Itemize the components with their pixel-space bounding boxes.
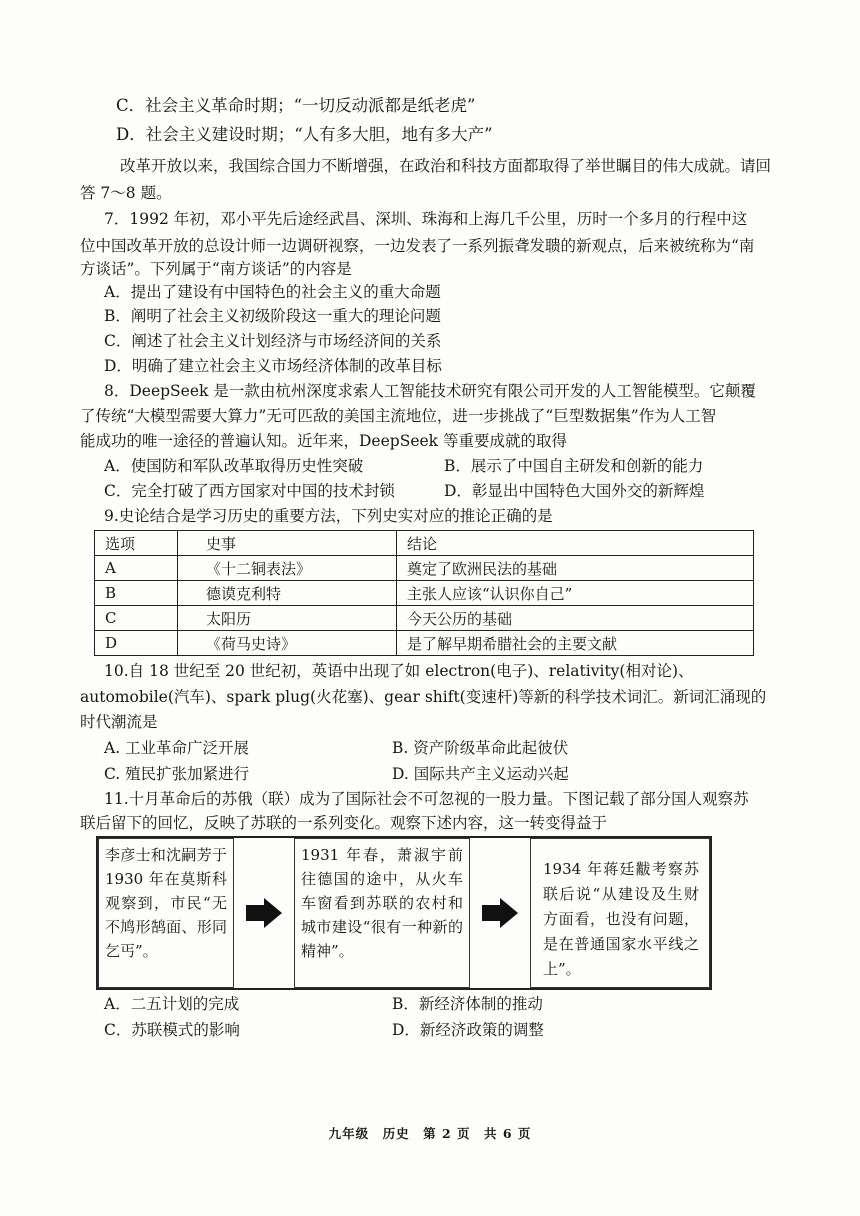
q7-option-d: D．明确了建立社会主义市场经济体制的改革目标 [104,357,442,375]
table-cell: 奠定了欧洲民法的基础 [397,556,754,581]
table-cell: 《十二铜表法》 [178,556,397,581]
q9-stem: 9.史论结合是学习历史的重要方法，下列史实对应的推论正确的是 [104,507,553,525]
q8-stem-line-2: 了传统“大模型需要大算力”无可匹敌的美国主流地位，进一步挑战了“巨型数据集”作为人工智 [80,407,717,425]
table-cell: 太阳历 [178,606,397,631]
arrow-right-icon [234,838,294,988]
q8-option-b: B．展示了中国自主研发和创新的能力 [444,457,704,475]
q11-option-a: A．二五计划的完成 [104,995,240,1013]
flow-box-1931: 1931 年春，萧淑宇前往德国的途中，从火车车窗看到苏联的农村和城市建设“很有一种新的精神”。 [294,838,470,988]
table-header-event: 史事 [178,531,397,556]
q11-stem-line-2: 联后留下的回忆，反映了苏联的一系列变化。观察下述内容，这一转变得益于 [80,814,608,832]
q8-stem-line-1: 8．DeepSeek 是一款由杭州深度求索人工智能技术研究有限公司开发的人工智能模型。它颠覆 [104,382,756,400]
q10-option-d: D. 国际共产主义运动兴起 [392,765,569,783]
q7-stem-line-2: 位中国改革开放的总设计师一边调研视察，一边发表了一系列振聋发聩的新观点，后来被统称为“南 [80,237,755,255]
table-cell: C [95,606,178,631]
q8-option-d: D．彰显出中国特色大国外交的新辉煌 [444,482,705,500]
flow-box-1930: 李彦士和沈嗣芳于 1930 年在莫斯科观察到，市民“无不鸠形鹄面、形同乞丐”。 [98,838,234,988]
q10-stem-line-1: 10.自 18 世纪至 20 世纪初，英语中出现了如 electron(电子)、relativity(相对论)、 [104,662,694,680]
option-d-line: D．社会主义建设时期；“人有多大胆，地有多大产” [116,125,493,144]
flow-box-1934: 1934 年蒋廷黻考察苏联后说“从建设及生财方面看，也没有问题，是在普通国家水平线之上”。 [530,838,710,988]
table-cell: 是了解早期希腊社会的主要文献 [397,631,754,656]
q8-option-c: C．完全打破了西方国家对中国的技术封锁 [104,482,395,500]
q11-stem-line-1: 11.十月革命后的苏俄（联）成为了国际社会不可忽视的一股力量。下图记载了部分国人观察苏 [104,790,749,808]
q11-option-b: B．新经济体制的推动 [392,995,543,1013]
q7-option-b: B．阐明了社会主义初级阶段这一重大的理论问题 [104,307,441,325]
table-header-conclusion: 结论 [397,531,754,556]
table-cell: A [95,556,178,581]
option-c-line: C．社会主义革命时期；“一切反动派都是纸老虎” [116,96,476,115]
table-cell: D [95,631,178,656]
q10-option-a: A. 工业革命广泛开展 [104,739,250,757]
table-cell: 《荷马史诗》 [178,631,397,656]
table-cell: 德谟克利特 [178,581,397,606]
q10-stem-line-2: automobile(汽车)、spark plug(火花塞)、gear shift(变速杆)等新的科学技术词汇。新词汇涌现的 [80,688,767,706]
q10-option-c: C. 殖民扩张加紧进行 [104,765,250,783]
q7-stem-line-3: 方谈话”。下列属于“南方谈话”的内容是 [80,260,352,278]
table-header-row [95,531,754,556]
table-row [95,631,754,656]
table-row [95,606,754,631]
q8-stem-line-3: 能成功的唯一途径的普遍认知。近年来，DeepSeek 等重要成就的取得 [80,432,567,450]
q11-option-c: C．苏联模式的影响 [104,1021,240,1039]
table-row [95,581,754,606]
q11-flow-diagram [96,836,712,990]
table-header-option: 选项 [95,531,178,556]
table-row [95,556,754,581]
q10-stem-line-3: 时代潮流是 [80,713,158,731]
q8-option-a: A．使国防和军队改革取得历史性突破 [104,457,364,475]
q11-option-d: D．新经济政策的调整 [392,1021,544,1039]
q9-table [94,530,754,656]
q7-option-c: C．阐述了社会主义计划经济与市场经济间的关系 [104,332,442,350]
table-cell: 主张人应该“认识你自己” [397,581,754,606]
q10-option-b: B. 资产阶级革命此起彼伏 [392,739,569,757]
intro-line-2: 答 7～8 题。 [80,184,172,202]
intro-line-1: 改革开放以来，我国综合国力不断增强，在政治和科技方面都取得了举世瞩目的伟大成就。请回 [120,157,772,175]
table-cell: 今天公历的基础 [397,606,754,631]
q7-option-a: A．提出了建设有中国特色的社会主义的重大命题 [104,283,441,301]
arrow-right-icon [470,838,530,988]
page-footer: 九年级 历史 第 2 页 共 6 页 [328,1126,532,1141]
q7-stem-line-1: 7．1992 年初，邓小平先后途经武昌、深圳、珠海和上海几千公里，历时一个多月的行程中这 [104,210,748,228]
table-cell: B [95,581,178,606]
